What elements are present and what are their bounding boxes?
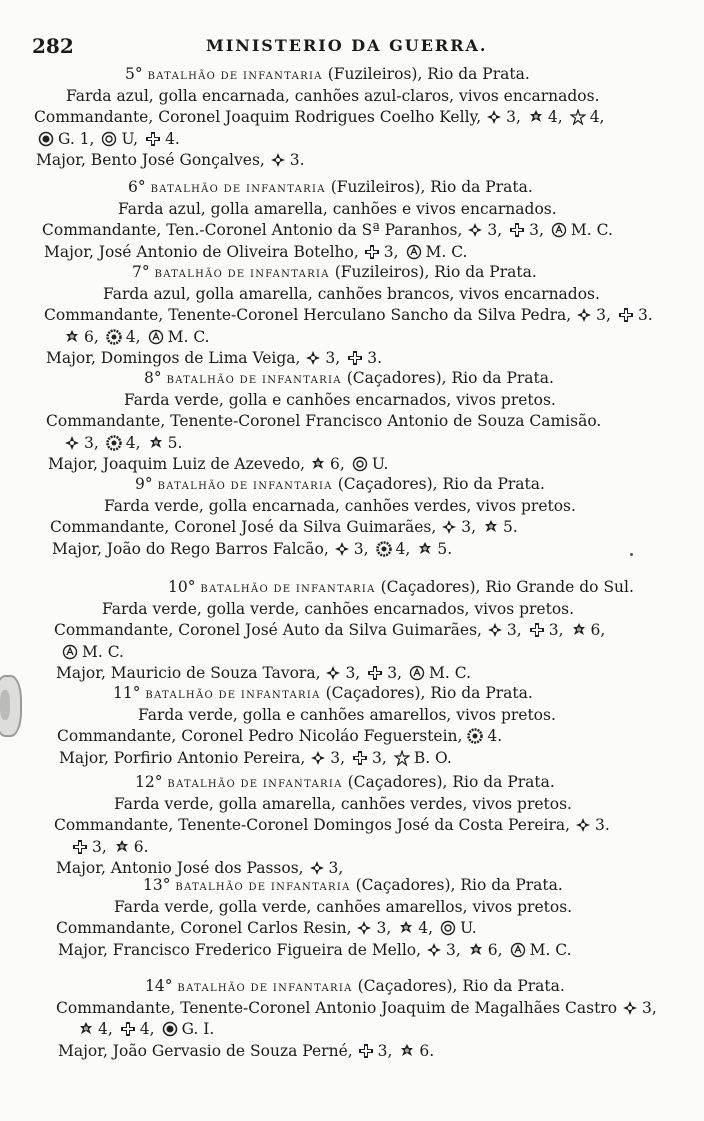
order-grade: 6, (84, 327, 99, 346)
cross-order-icon (441, 519, 457, 535)
uniform-line (103, 284, 600, 304)
order-grade: 3, (353, 539, 369, 558)
order-grade: 3, (92, 837, 107, 856)
uniform-desc: Farda verde, golla verde, canhões amarellos, vivos pretos. (114, 897, 573, 916)
uniform-desc: Farda azul, golla amarella, canhões e vivos encarnados. (118, 199, 557, 218)
order-grade: M. C. (570, 221, 613, 239)
order-grade: 6. (133, 837, 149, 856)
cruzeiro-order-icon (162, 1021, 178, 1037)
battalion-heading (125, 64, 530, 87)
running-title: MINISTERIO DA GUERRA. (206, 36, 488, 55)
unit-name: BATALHÃO DE INFANTARIA (145, 690, 321, 701)
major-name: Major, João Gervasio de Souza Perné, (58, 1041, 353, 1060)
order-grade: 3, (596, 306, 611, 324)
commandant-name: Commandante, Tenente-Coronel Herculano Sancho da Silva Pedra, (44, 306, 572, 324)
order-grade: 3. (637, 306, 653, 324)
battalion-heading (132, 262, 537, 285)
battalion-heading (143, 875, 563, 898)
rose-order-icon (399, 1043, 415, 1059)
aviz-order-icon (529, 622, 545, 638)
commandant-orders-cont (72, 837, 156, 857)
page-stain-inner (0, 690, 10, 720)
order-grade: 3, (387, 664, 403, 682)
battalion-number: 7° (132, 263, 150, 281)
unit-name: BATALHÃO DE INFANTARIA (150, 184, 326, 195)
cross-order-icon (309, 860, 325, 876)
commandant-name: Commandante, Coronel Joaquim Rodrigues Coelho Kelly, (34, 108, 482, 126)
order-grade: 3, (330, 748, 346, 767)
commandant-name: Commandante, Tenente-Coronel Antonio Joaquim de Magalhães Castro (56, 998, 618, 1017)
rose-order-icon (417, 541, 433, 557)
cross-order-icon (64, 435, 80, 451)
commandant-line (54, 815, 617, 835)
order-grade: 3, (328, 859, 344, 877)
page-number: 282 (32, 34, 74, 58)
uniform-line (114, 794, 572, 814)
unit-name: BATALHÃO DE INFANTARIA (147, 71, 323, 82)
rose-medal-icon (101, 131, 117, 147)
major-line (59, 748, 459, 768)
cross-order-icon (467, 222, 483, 238)
order-grade: 3, (548, 621, 564, 639)
cruzeiro-order-icon (38, 131, 54, 147)
battalion-heading (113, 683, 533, 706)
campaign-medal-icon (406, 244, 422, 260)
order-grade: 4, (418, 919, 434, 937)
commandant-line (57, 726, 509, 746)
major-name: Major, José Antonio de Oliveira Botelho, (44, 242, 359, 261)
commandant-line (50, 517, 525, 537)
order-grade: M. C. (82, 642, 124, 661)
battalion-heading (145, 976, 565, 999)
cross-order-icon (576, 307, 592, 323)
unit-detail: (Caçadores), Rio da Prata. (337, 475, 545, 493)
major-line (52, 539, 459, 559)
unit-detail: (Caçadores), Rio da Prata. (357, 977, 565, 995)
major-line (58, 940, 579, 960)
battalion-number: 8° (144, 369, 162, 387)
commandant-name: Commandante, Coronel José da Silva Guimarães, (50, 518, 437, 536)
commandant-name: Commandante, Tenente-Coronel Francisco Antonio de Souza Camisão. (46, 412, 602, 430)
major-line (48, 454, 395, 474)
battalion-number: 13° (143, 876, 171, 894)
order-grade: B. O. (413, 748, 452, 767)
order-grade: 4, (547, 108, 563, 126)
campaign-medal-icon (148, 329, 164, 345)
cross-order-icon (426, 942, 442, 958)
campaign-medal-icon (551, 222, 567, 238)
order-grade: 6, (330, 455, 345, 473)
commandant-line (56, 918, 484, 938)
order-grade: 6, (487, 940, 503, 959)
rose-order-icon (483, 519, 499, 535)
order-grade: 3, (84, 433, 99, 452)
order-grade: 4. (487, 727, 503, 745)
battalion-heading (135, 772, 555, 795)
unit-detail: (Caçadores), Rio da Prata. (325, 684, 533, 702)
order-grade: 3, (641, 998, 657, 1017)
order-grade: 3, (445, 940, 461, 959)
cross-order-icon (310, 750, 326, 766)
unit-name: BATALHÃO DE INFANTARIA (166, 375, 342, 386)
order-grade: 3, (506, 108, 521, 126)
order-grade: 4. (165, 129, 180, 148)
major-name: Major, Domingos de Lima Veiga, (46, 349, 301, 367)
commandant-orders-cont (62, 642, 131, 662)
major-line (56, 663, 478, 683)
rose-medal-icon (440, 920, 456, 936)
commandant-line (34, 107, 611, 127)
unit-detail: (Caçadores), Rio Grande do Sul. (380, 578, 634, 596)
wreath-order-icon (106, 329, 122, 345)
commandant-name: Commandante, Coronel José Auto da Silva Guimarães, (54, 621, 482, 639)
order-grade: 3, (376, 919, 392, 937)
order-grade: G. I. (181, 1020, 215, 1038)
order-grade: M. C. (425, 242, 468, 261)
uniform-line (66, 86, 600, 106)
order-grade: 5. (167, 433, 183, 452)
major-name: Major, João do Rego Barros Falcão, (52, 539, 329, 558)
order-grade: 3, (377, 1041, 393, 1060)
order-grade: 4, (139, 1020, 155, 1038)
cross-order-icon (622, 1000, 638, 1016)
rose-order-icon (571, 622, 587, 638)
aviz-order-icon (367, 665, 383, 681)
commandant-line (54, 620, 612, 640)
order-grade: 6, (590, 621, 606, 639)
battalion-number: 10° (168, 578, 196, 596)
commandant-name: Commandante, Coronel Pedro Nicoláo Feguerstein, (57, 727, 463, 745)
cross-order-icon (334, 541, 350, 557)
aviz-order-icon (358, 1043, 374, 1059)
commandant-orders-cont (38, 129, 187, 149)
uniform-line (104, 496, 576, 516)
order-grade: 3, (383, 242, 399, 261)
rose-order-icon (78, 1021, 94, 1037)
major-name: Major, Bento José Gonçalves, (36, 151, 265, 169)
cross-order-icon (487, 622, 503, 638)
battalion-heading (144, 368, 554, 391)
commandant-name: Commandante, Tenente-Coronel Domingos José da Costa Pereira, (54, 816, 571, 834)
commandant-orders-cont (78, 1019, 221, 1039)
commandant-name: Commandante, Coronel Carlos Resin, (56, 919, 352, 937)
order-grade: U, (121, 129, 139, 148)
unit-name: BATALHÃO DE INFANTARIA (154, 269, 330, 280)
cross-order-icon (305, 350, 321, 366)
cross-order-icon (486, 109, 502, 125)
order-grade: 3, (506, 621, 522, 639)
campaign-medal-icon (409, 665, 425, 681)
unit-name: BATALHÃO DE INFANTARIA (177, 983, 353, 994)
uniform-desc: Farda azul, golla amarella, canhões brancos, vivos encarnados. (103, 284, 600, 303)
order-grade: 3. (289, 151, 305, 169)
aviz-order-icon (364, 244, 380, 260)
commandant-line (44, 305, 660, 325)
order-grade: 3. (595, 816, 610, 834)
order-grade: 4, (589, 108, 605, 126)
unit-name: BATALHÃO DE INFANTARIA (157, 481, 333, 492)
commandant-line (46, 411, 601, 431)
cross-order-icon (325, 665, 341, 681)
uniform-line (138, 705, 556, 725)
commandant-line (56, 998, 664, 1018)
uniform-line (114, 897, 572, 917)
uniform-desc: Farda verde, golla verde, canhões encarnados, vivos pretos. (102, 599, 575, 618)
order-grade: 5. (503, 518, 518, 536)
rose-medal-icon (352, 456, 368, 472)
star-order-icon (570, 109, 586, 125)
wreath-order-icon (376, 541, 392, 557)
order-grade: U. (371, 455, 389, 473)
rose-order-icon (310, 456, 326, 472)
rose-order-icon (528, 109, 544, 125)
order-grade: 3, (325, 349, 341, 367)
wreath-order-icon (467, 728, 483, 744)
order-grade: M. C. (529, 940, 572, 959)
battalion-number: 12° (135, 773, 163, 791)
unit-detail: (Fuzileiros), Rio da Prata. (327, 65, 530, 83)
major-name: Major, Francisco Frederico Figueira de Mello, (58, 940, 422, 959)
battalion-number: 6° (128, 178, 146, 196)
battalion-heading (128, 177, 533, 200)
order-grade: 3, (372, 748, 387, 767)
order-grade: 5. (437, 539, 453, 558)
major-name: Major, Porfirio Antonio Pereira, (59, 748, 306, 767)
major-line (36, 150, 312, 170)
order-grade: 4, (395, 539, 411, 558)
aviz-order-icon (145, 131, 161, 147)
order-grade: U. (460, 919, 477, 937)
uniform-desc: Farda verde, golla encarnada, canhões verdes, vivos pretos. (104, 496, 576, 515)
campaign-medal-icon (510, 942, 526, 958)
aviz-order-icon (352, 750, 368, 766)
order-grade: 4, (125, 327, 141, 346)
order-grade: 3, (487, 221, 503, 239)
rose-order-icon (398, 920, 414, 936)
aviz-order-icon (509, 222, 525, 238)
cross-order-icon (270, 152, 286, 168)
order-grade: 3, (345, 664, 361, 682)
battalion-number: 11° (113, 684, 141, 702)
unit-detail: (Caçadores), Rio da Prata. (347, 773, 555, 791)
commandant-orders-cont (64, 327, 217, 347)
rose-order-icon (114, 839, 130, 855)
aviz-order-icon (618, 307, 634, 323)
order-grade: 3, (529, 221, 544, 239)
unit-detail: (Caçadores), Rio da Prata. (346, 369, 554, 387)
commandant-name: Commandante, Ten.-Coronel Antonio da Sª Paranhos, (42, 221, 463, 239)
uniform-line (124, 390, 556, 410)
battalion-number: 14° (145, 977, 173, 995)
major-line (46, 348, 389, 368)
uniform-line (102, 599, 574, 619)
order-grade: M. C. (429, 664, 471, 682)
battalion-heading (135, 474, 545, 497)
cross-order-icon (356, 920, 372, 936)
uniform-desc: Farda verde, golla e canhões encarnados, vivos pretos. (124, 390, 556, 409)
commandant-orders-cont (64, 433, 189, 453)
aviz-order-icon (120, 1021, 136, 1037)
cross-order-icon (575, 817, 591, 833)
page-header (30, 34, 676, 58)
rose-order-icon (148, 435, 164, 451)
aviz-order-icon (72, 839, 88, 855)
unit-name: BATALHÃO DE INFANTARIA (175, 882, 351, 893)
order-grade: G. 1, (58, 129, 95, 148)
unit-detail: (Caçadores), Rio da Prata. (355, 876, 563, 894)
uniform-line (118, 199, 557, 219)
major-name: Major, Mauricio de Souza Tavora, (56, 664, 321, 682)
order-grade: 6. (419, 1041, 435, 1060)
star-order-icon (394, 750, 410, 766)
unit-detail: (Fuzileiros), Rio da Prata. (334, 263, 537, 281)
battalion-number: 5° (125, 65, 143, 83)
uniform-desc: Farda azul, golla encarnada, canhões azul-claros, vivos encarnados. (66, 86, 600, 105)
order-grade: M. C. (167, 327, 210, 346)
rose-order-icon (64, 329, 80, 345)
major-name: Major, Antonio José dos Passos, (56, 859, 304, 877)
major-line (58, 1041, 441, 1061)
major-line (44, 242, 474, 262)
rose-order-icon (468, 942, 484, 958)
unit-name: BATALHÃO DE INFANTARIA (200, 584, 376, 595)
aviz-order-icon (347, 350, 363, 366)
order-grade: 3. (367, 349, 383, 367)
uniform-desc: Farda verde, golla amarella, canhões verdes, vivos pretos. (114, 794, 572, 813)
uniform-desc: Farda verde, golla e canhões amarellos, vivos pretos. (138, 705, 556, 724)
order-grade: 4, (125, 433, 141, 452)
wreath-order-icon (106, 435, 122, 451)
order-grade: 4, (98, 1020, 113, 1038)
major-name: Major, Joaquim Luiz de Azevedo, (48, 455, 306, 473)
order-grade: 3, (461, 518, 477, 536)
battalion-heading (168, 577, 634, 600)
unit-name: BATALHÃO DE INFANTARIA (167, 779, 343, 790)
campaign-medal-icon (62, 644, 78, 660)
unit-detail: (Fuzileiros), Rio da Prata. (330, 178, 533, 196)
commandant-line (42, 220, 620, 240)
battalion-number: 9° (135, 475, 153, 493)
ink-speck (630, 553, 633, 556)
